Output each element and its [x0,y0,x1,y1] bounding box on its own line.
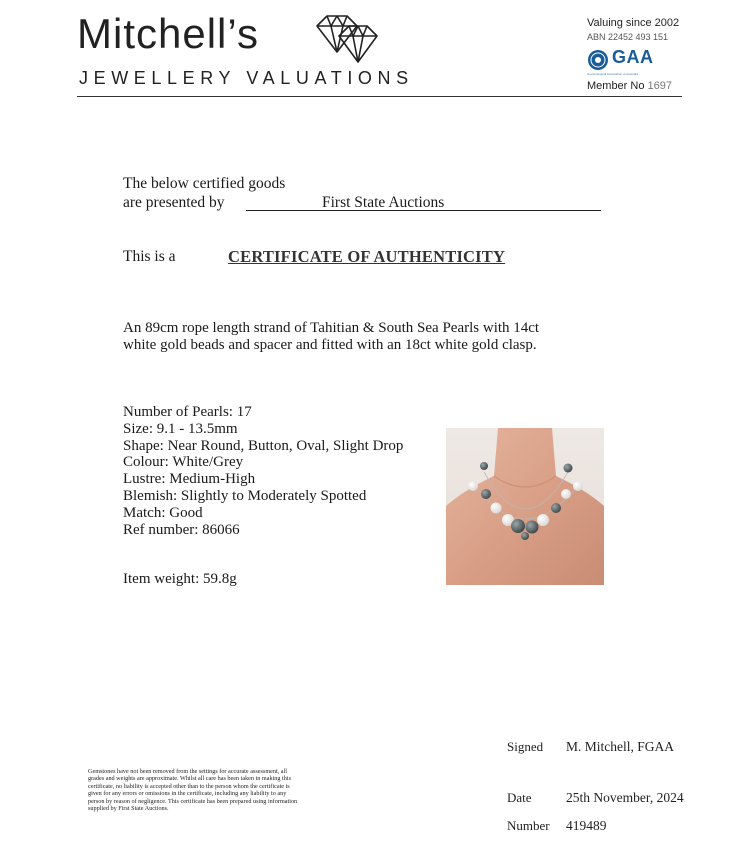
presented-by-label: are presented by [123,194,225,211]
date-label: Date [507,790,532,805]
gaa-badge-icon [587,49,609,71]
detail-blemish: Blemish: Slightly to Moderately Spotted [123,487,367,504]
member-number [587,80,672,92]
number-label: Number [507,818,550,833]
detail-shape: Shape: Near Round, Button, Oval, Slight Drop [123,437,404,454]
header-divider [77,96,682,97]
detail-number-of-pearls: Number of Pearls: 17 [123,404,252,420]
gaa-label: GAA [612,47,654,67]
detail-match: Match: Good [123,504,203,521]
valuing-since: Valuing since 2002 [587,17,680,29]
brand-subtitle: JEWELLERY VALUATIONS [79,68,414,88]
gaa-fullname: Gemmological Association of Australia [587,72,638,76]
date-value: 25th November, 2024 [566,790,684,805]
item-description: An 89cm rope length strand of Tahitian & South Sea Pearls with 14ct white gold beads and spacer and fitted with an 18ct white gold clasp. [123,320,540,353]
pearl-necklace-photo [446,428,604,585]
presenter-name: First State Auctions [322,194,445,211]
detail-colour: Colour: White/Grey [123,454,244,471]
presented-intro: The below certified goods [123,175,286,192]
item-weight: Item weight: 59.8g [123,571,237,587]
member-number-value: 1697 [647,80,673,92]
disclaimer: Gemstones have not been removed from the settings for accurate assessment, all grades and weights are approximate. Whilst all care has been taken in making this certificate, no liability is accepted other than to the person whom the certificate is given for any errors or omissions in the certificate, including any liability to any person by reason of negligence. This certificate has been prepared using information supplied by First State Auctions. [88,768,298,813]
signed-value: M. Mitchell, FGAA [566,739,674,754]
number-value: 419489 [566,818,607,833]
brand-name: Mitchell’s [77,10,259,57]
detail-size: Size: 9.1 - 13.5mm [123,420,238,437]
certificate-title: CERTIFICATE OF AUTHENTICITY [228,247,506,266]
detail-ref-number: Ref number: 86066 [123,521,240,538]
this-is-label: This is a [123,248,176,265]
abn-number: ABN 22452 493 151 [587,32,669,42]
signed-label: Signed [507,739,544,754]
member-label: Member No [587,80,645,92]
diamond-logo [313,14,381,66]
item-details [123,404,403,538]
detail-lustre: Lustre: Medium-High [123,471,256,488]
